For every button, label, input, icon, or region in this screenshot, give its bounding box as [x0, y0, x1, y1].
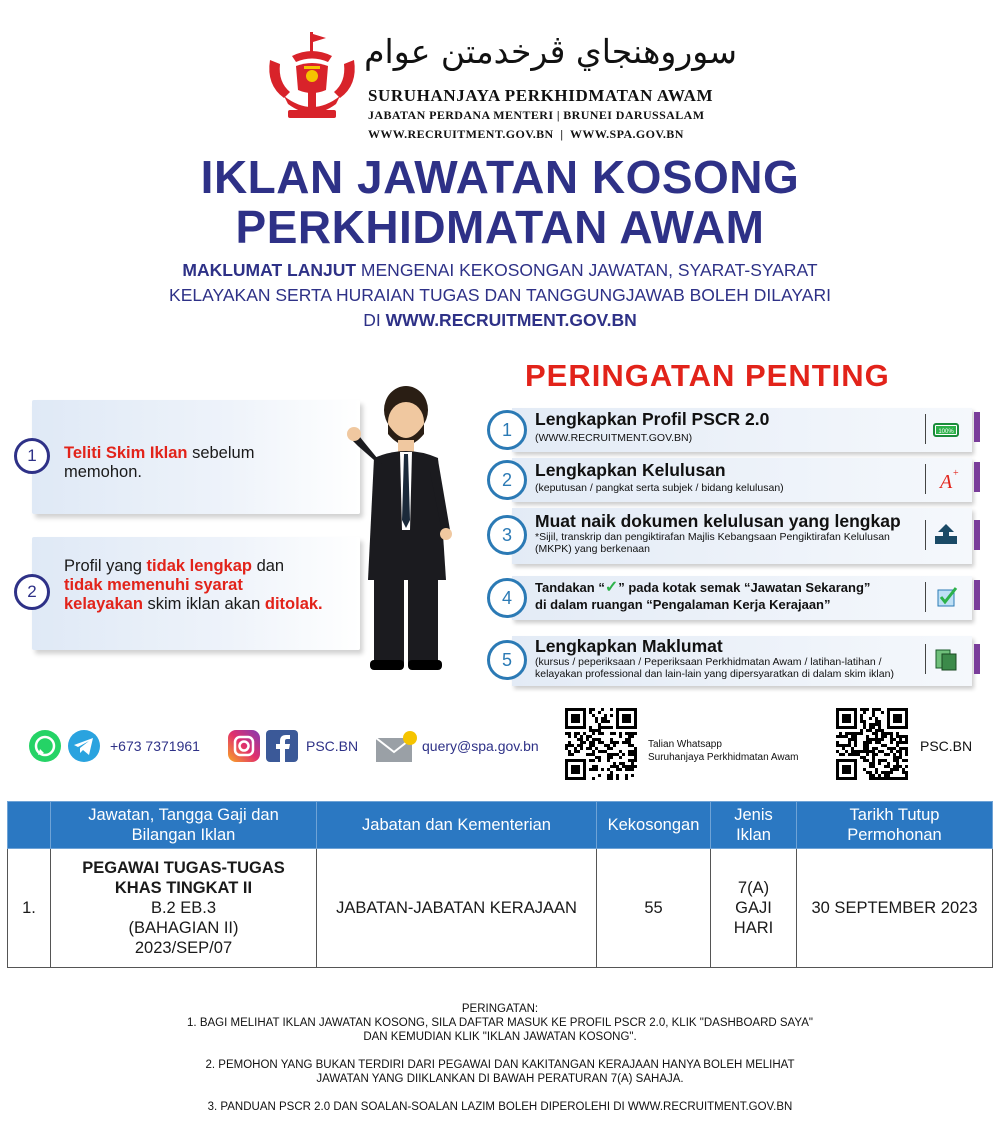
whatsapp-icon[interactable] [27, 728, 63, 769]
tip-text-2: Profil yang tidak lengkap dan tidak memenuhi syarat kelayakan skim iklan akan ditolak. [64, 557, 323, 613]
row-jawatan: PEGAWAI TUGAS-TUGAS KHAS TINGKAT II B.2 EB.3 (BAHAGIAN II) 2023/SEP/07 [51, 849, 317, 968]
step-number-5: 5 [487, 640, 527, 680]
note-1b: DAN KEMUDIAN KLIK "IKLAN JAWATAN KOSONG". [363, 1031, 637, 1043]
recruitment-link[interactable]: WWW.RECRUITMENT.GOV.BN [385, 310, 637, 330]
step-number-3: 3 [487, 515, 527, 555]
email-icon [374, 730, 418, 769]
instagram-icon[interactable] [226, 728, 262, 769]
note-2a: 2. PEMOHON YANG BUKAN TERDIRI DARI PEGAWAI DAN KAKITANGAN KERAJAAN HANYA BOLEH MELIHAT [205, 1059, 795, 1071]
col-jenis: Jenis Iklan [711, 802, 797, 849]
step-number-1: 1 [487, 410, 527, 450]
step-desc-1: (WWW.RECRUITMENT.GOV.BN) [535, 432, 693, 444]
info-line1: MAKLUMAT LANJUT MENGENAI KEKOSONGAN JAWATAN, SYARAT-SYARAT [182, 260, 818, 280]
main-title-line2: PERKHIDMATAN AWAM [235, 201, 765, 253]
row-kekosongan: 55 [597, 849, 711, 968]
upload-icon [932, 522, 962, 548]
step-title-3: Muat naik dokumen kelulusan yang lengkap [535, 511, 901, 531]
row-no: 1. [8, 849, 51, 968]
tip-number-2: 2 [14, 574, 50, 610]
jawi-title: سوروهنجاي ڤرخدمتن عوام [364, 32, 737, 71]
info-line3: DI WWW.RECRUITMENT.GOV.BN [363, 310, 637, 330]
note-2b: JAWATAN YANG DIIKLANKAN DI BAWAH PERATURAN 7(A) SAHAJA. [316, 1073, 684, 1085]
email-address[interactable]: query@spa.gov.bn [422, 738, 539, 754]
note-3: 3. PANDUAN PSCR 2.0 DAN SOALAN-SOALAN LAZIM BOLEH DIPEROLEHI DI WWW.RECRUITMENT.GOV.BN [207, 1101, 793, 1113]
org-websites: WWW.RECRUITMENT.GOV.BN | WWW.SPA.GOV.BN [368, 127, 684, 141]
qr-social-label: PSC.BN [920, 738, 973, 754]
row-tarikh: 30 SEPTEMBER 2023 [797, 849, 993, 968]
svg-text:+: + [953, 468, 959, 479]
step-title-5: Lengkapkan Maklumat [535, 636, 723, 656]
tip-text-1: Teliti Skim Iklan sebelum memohon. [64, 444, 255, 481]
info-line2: KELAYAKAN SERTA HURAIAN TUGAS DAN TANGGUNGJAWAB BOLEH DILAYARI [169, 285, 831, 305]
col-kekosongan: Kekosongan [597, 802, 711, 849]
checkbox-icon [932, 584, 962, 610]
step-desc-3: *Sijil, transkrip dan pengiktirafan Majlis Kebangsaan Pengiktirafan Kelulusan (MKPK) yang berkenaan [535, 531, 890, 555]
peringatan-penting-heading: PERINGATAN PENTING [525, 358, 890, 393]
step-title-2: Lengkapkan Kelulusan [535, 460, 726, 480]
notes-heading: PERINGATAN: [461, 1003, 539, 1015]
social-handle[interactable]: PSC.BN [306, 738, 359, 754]
col-no [8, 802, 51, 849]
row-jenis: 7(A) GAJI HARI [711, 849, 797, 968]
row-jabatan: JABATAN-JABATAN KERAJAAN [317, 849, 597, 968]
step-title-1: Lengkapkan Profil PSCR 2.0 [535, 409, 770, 429]
grade-a-plus-icon [932, 466, 962, 492]
step-title-4: Tandakan “✓” pada kotak semak “Jawatan Sekarang” [535, 579, 871, 596]
documents-icon [932, 646, 962, 672]
businessman-illustration [344, 380, 464, 680]
brunei-emblem-icon [262, 30, 362, 122]
org-subline: JABATAN PERDANA MENTERI | BRUNEI DARUSSALAM [368, 108, 705, 122]
whatsapp-qr-code[interactable] [565, 708, 637, 780]
col-tarikh: Tarikh Tutup Permohonan [797, 802, 993, 849]
step-desc-2: (keputusan / pangkat serta subjek / bidang kelulusan) [535, 482, 784, 494]
tip-number-1: 1 [14, 438, 50, 474]
social-qr-code[interactable] [836, 708, 908, 780]
table-row [8, 849, 993, 968]
svg-text:100%: 100% [938, 429, 954, 435]
step-desc-5: (kursus / peperiksaan / Peperiksaan Perkhidmatan Awam / latihan-latihan / kelayakan professional dan lain-lain yang dipersyaratkan di dalam skim iklan) [535, 656, 894, 680]
step-title-4b: di dalam ruangan “Pengalaman Kerja Kerajaan” [535, 597, 831, 612]
qr-whatsapp-label: Talian Whatsapp Suruhanjaya Perkhidmatan Awam [648, 739, 799, 763]
step-number-2: 2 [487, 460, 527, 500]
battery-100-icon [932, 416, 962, 442]
svg-text:A: A [940, 471, 953, 492]
note-1a: 1. BAGI MELIHAT IKLAN JAWATAN KOSONG, SILA DAFTAR MASUK KE PROFIL PSCR 2.0, KLIK "DASHBOARD SAYA" [187, 1017, 813, 1029]
check-mark-icon: ✓ [604, 579, 619, 596]
facebook-icon[interactable] [264, 728, 300, 769]
main-title-line1: IKLAN JAWATAN KOSONG [200, 151, 800, 203]
telegram-icon[interactable] [66, 728, 102, 769]
org-name: SURUHANJAYA PERKHIDMATAN AWAM [368, 86, 714, 105]
vacancy-table [7, 801, 993, 968]
step-number-4: 4 [487, 578, 527, 618]
col-jabatan: Jabatan dan Kementerian [317, 802, 597, 849]
col-jawatan: Jawatan, Tangga Gaji dan Bilangan Iklan [51, 802, 317, 849]
phone-number[interactable]: +673 7371961 [110, 738, 200, 754]
